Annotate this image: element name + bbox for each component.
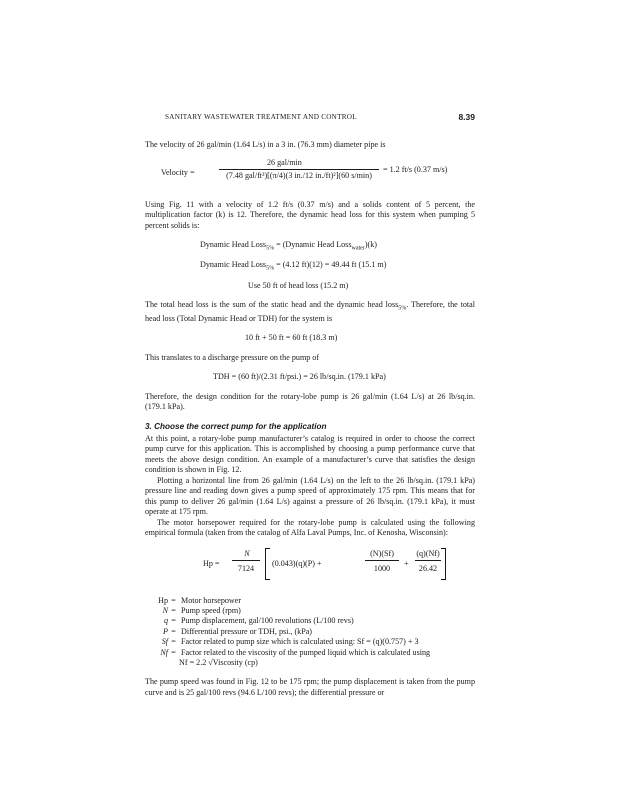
running-header: [145, 113, 475, 127]
equation-tdh: TDH = (60 ft)/(2.31 ft/psi.) = 26 lb/sq.in. (179.1 kPa): [213, 372, 386, 382]
fraction-bar: [365, 560, 399, 561]
paragraph-plotting: Plotting a horizontal line from 26 gal/min (1.64 L/s) on the left to the 26 lb/sq.in. (179.1 kPa) pressure line and reading down gives a pump speed of approximately 175 rpm. This means that for this pump to deliver 26 gal/min (1.64 L/s) against a pressure of 26 lb/sq.in. (179.1 kPa), it must operate at 175 rpm.: [145, 475, 475, 517]
eq-hp-n-numerator: N: [244, 548, 250, 558]
equation-velocity-lhs: Velocity =: [161, 167, 195, 177]
definition-row: P = Differential pressure or TDH, psi., (kPa): [155, 627, 475, 637]
equation-use-50ft: Use 50 ft of head loss (15.2 m): [248, 280, 349, 290]
fraction-bar: [232, 560, 260, 561]
eq-dyn1-b: = (Dynamic Head Loss: [274, 240, 352, 250]
def-text: Factor related to the viscosity of the pumped liquid which is calculated using: [181, 647, 431, 657]
eq-hp-n-denominator: 7124: [237, 563, 255, 573]
def-symbol: Nf: [160, 647, 168, 657]
eq-hp-f2-numerator: (N)(Sf): [370, 548, 394, 558]
definition-row: N = Pump speed (rpm): [155, 606, 475, 616]
paragraph-design-condition: Therefore, the design condition for the rotary-lobe pump is 26 gal/min (1.64 L/s) at 26 lb/sq.in. (179.1 kPa).: [145, 391, 475, 412]
eq-dyn2-a-sub: 5%: [266, 266, 275, 273]
definition-row: Sf = Factor related to pump size which is calculated using: Sf = (q)(0.757) + 3: [155, 637, 475, 647]
def-text: Differential pressure or TDH, psi., (kPa): [181, 626, 312, 636]
def-symbol: Hp: [158, 595, 168, 605]
eq-dyn2-a: Dynamic Head Loss: [200, 260, 267, 270]
paragraph-step3: At this point, a rotary-lobe pump manufacturer’s catalog is required in order to choose the correct pump curve for this application. This is accomplished by choosing a pump performance curve that meets the above design condition. An example of a manufacturer’s curve that satisfies the design condition is shown in Fig. 12.: [145, 433, 475, 475]
eq-dyn1-a: Dynamic Head Loss: [200, 240, 267, 250]
paragraph-fig11: Using Fig. 11 with a velocity of 1.2 ft/s (0.37 m/s) and a solids content of 5 percent, the multiplication factor (k) is 12. Therefore, the dynamic head loss for this system when pumping 5 percent solids is:: [145, 199, 475, 230]
def-symbol: N: [162, 606, 168, 616]
paragraph-discharge: This translates to a discharge pressure on the pump of: [145, 352, 320, 362]
equation-velocity-rhs: = 1.2 ft/s (0.37 m/s): [383, 164, 448, 174]
total-head-b: . Therefore, the total head loss (Total Dynamic Head or TDH) for the system is: [145, 300, 475, 323]
fraction-bar: [415, 560, 441, 561]
def-symbol: q: [163, 616, 168, 626]
eq-dyn2-b: = (4.12 ft)(12) = 49.44 ft (15.1 m): [274, 260, 387, 270]
def-text: Pump speed (rpm): [181, 606, 241, 616]
running-title: SANITARY WASTEWATER TREATMENT AND CONTROL: [165, 113, 357, 121]
def-symbol: P: [163, 626, 168, 636]
right-bracket: [441, 548, 446, 580]
equation-horsepower: [145, 548, 475, 584]
eq-hp-f2-denominator: 1000: [373, 563, 391, 573]
def-text: Pump displacement, gal/100 revolutions (L/100 revs): [181, 616, 354, 626]
step-3-heading: 3. Choose the correct pump for the application: [145, 421, 327, 431]
equation-dynamic-head-2: [145, 260, 475, 273]
equation-velocity: [145, 157, 475, 191]
paragraph-velocity-intro: The velocity of 26 gal/min (1.64 L/s) in a 3 in. (76.3 mm) diameter pipe is: [145, 140, 386, 149]
variable-definitions: [155, 596, 475, 669]
equation-dynamic-head-1: [145, 240, 475, 253]
definition-nf-formula: Nf = 2.2 √Viscosity (cp): [179, 657, 258, 667]
page-number: 8.39: [458, 112, 475, 122]
eq-hp-lhs: Hp =: [203, 558, 220, 568]
total-head-a: The total head loss is the sum of the static head and the dynamic head loss: [145, 300, 399, 310]
eq-dyn1-a-sub: 5%: [266, 245, 275, 252]
eq-hp-term1: (0.043)(q)(P) +: [272, 558, 322, 568]
equation-velocity-numerator: 26 gal/min: [267, 157, 302, 167]
total-head-sub: 5%: [398, 306, 407, 312]
equation-total-head: 10 ft + 50 ft = 60 ft (18.3 m): [245, 333, 338, 343]
paragraph-total-head: [145, 300, 475, 324]
definition-row: Hp = Motor horsepower: [155, 596, 475, 606]
left-bracket: [265, 548, 270, 580]
document-page: [145, 113, 475, 698]
eq-hp-f3-denominator: 26.42: [418, 563, 438, 573]
def-text: Factor related to pump size which is calculated using: Sf = (q)(0.757) + 3: [181, 637, 419, 647]
eq-hp-f3-numerator: (q)(Nf): [416, 548, 440, 558]
fraction-bar: [219, 169, 379, 170]
eq-dyn1-b-sub: water: [351, 245, 365, 252]
definition-row: Nf = Factor related to the viscosity of the pumped liquid which is calculated using: [155, 648, 475, 658]
def-text: Motor horsepower: [181, 595, 242, 605]
paragraph-horsepower: The motor horsepower required for the rotary-lobe pump is calculated using the following empirical formula (taken from the catalog of Alfa Laval Pumps, Inc. of Kenosha, Wisconsin):: [145, 517, 475, 538]
equation-velocity-denominator: (7.48 gal/ft³)[(π/4)(3 in./12 in./ft)²](60 s/min): [226, 170, 372, 180]
def-symbol: Sf: [161, 637, 168, 647]
eq-hp-plus: +: [404, 558, 409, 568]
eq-dyn1-c: )(k): [364, 240, 377, 250]
definition-row: q = Pump displacement, gal/100 revolutions (L/100 revs): [155, 616, 475, 626]
paragraph-final: The pump speed was found in Fig. 12 to be 175 rpm; the pump displacement is taken from the pump curve and is 25 gal/100 revs (94.6 L/100 revs); the differential pressure or: [145, 677, 475, 697]
